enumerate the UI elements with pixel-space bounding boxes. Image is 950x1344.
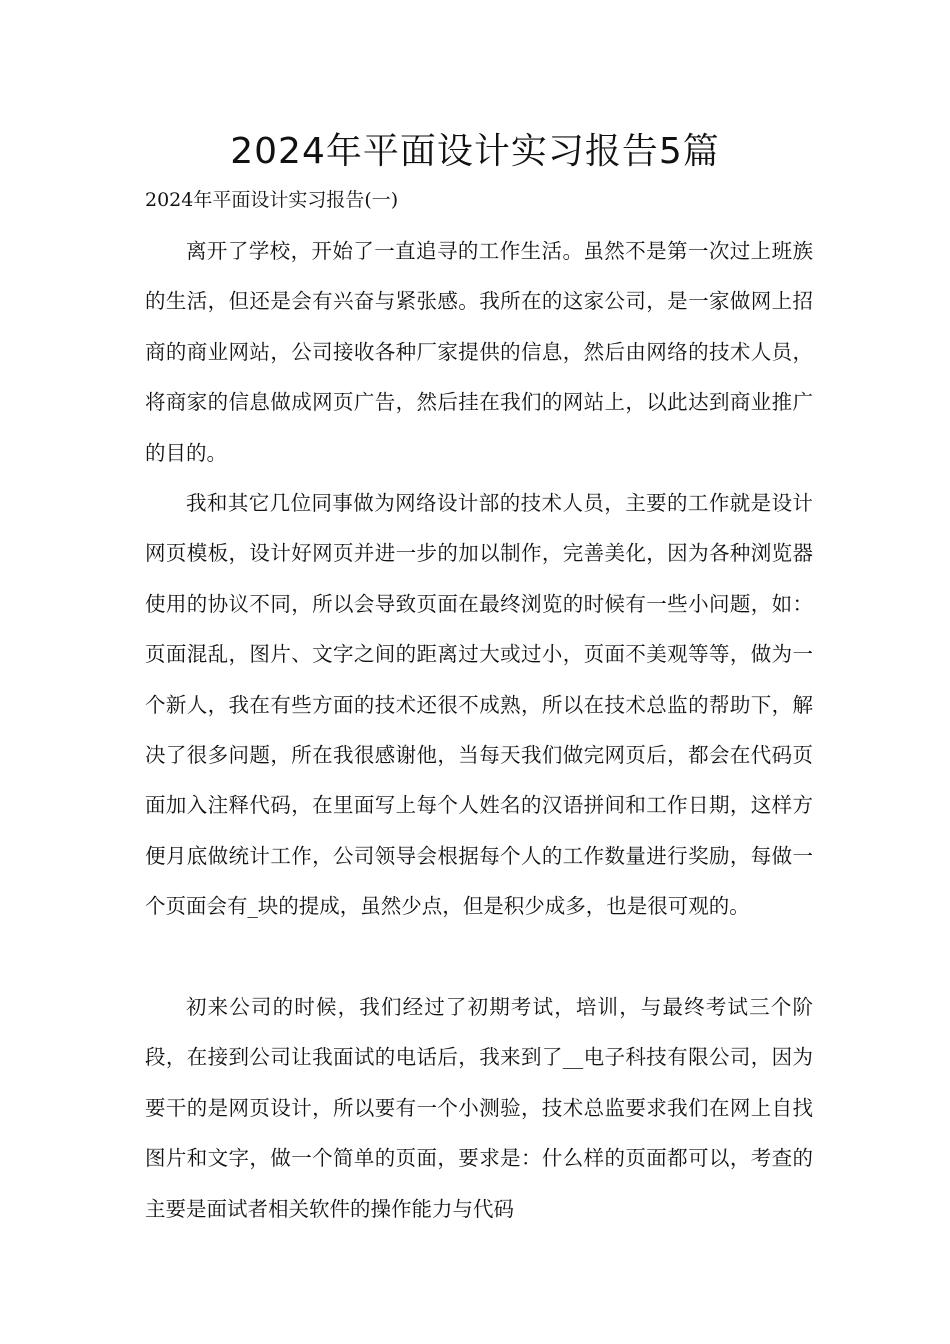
body-paragraph-2: 我和其它几位同事做为网络设计部的技术人员，主要的工作就是设计网页模板，设计好网页并进一步的加以制作，完善美化，因为各种浏览器使用的协议不同，所以会导致页面在最终浏览的时候有一些小问题，如：页面混乱，图片、文字之间的距离过大或过小，页面不美观等等，做为一个新人，我在有些方面的技术还很不成熟，所以在技术总监的帮助下，解决了很多问题，所在我很感谢他，当每天我们做完网页后，都会在代码页面加入注释代码，在里面写上每个人姓名的汉语拼间和工作日期，这样方便月底做统计工作，公司领导会根据每个人的工作数量进行奖励，每做一个页面会有_块的提成，虽然少点，但是积少成多，也是很可观的。 — [145, 491, 813, 919]
section-heading: 2024年平面设计实习报告(一) — [145, 189, 399, 211]
document-title: 2024年平面设计实习报告5篇 — [230, 131, 720, 172]
body-paragraph-3: 初来公司的时候，我们经过了初期考试，培训，与最终考试三个阶段，在接到公司让我面试的电话后，我来到了__电子科技有限公司，因为要干的是网页设计，所以要有一个小测验，技术总监要求我们在网上自找图片和文字，做一个简单的页面，要求是：什么样的页面都可以，考查的主要是面试者相关软件的操作能力与代码 — [145, 995, 813, 1221]
body-paragraph-1: 离开了学校，开始了一直追寻的工作生活。虽然不是第一次过上班族的生活，但还是会有兴奋与紧张感。我所在的这家公司，是一家做网上招商的商业网站，公司接收各种厂家提供的信息，然后由网络的技术人员，将商家的信息做成网页广告，然后挂在我们的网站上，以此达到商业推广的目的。 — [145, 239, 813, 465]
